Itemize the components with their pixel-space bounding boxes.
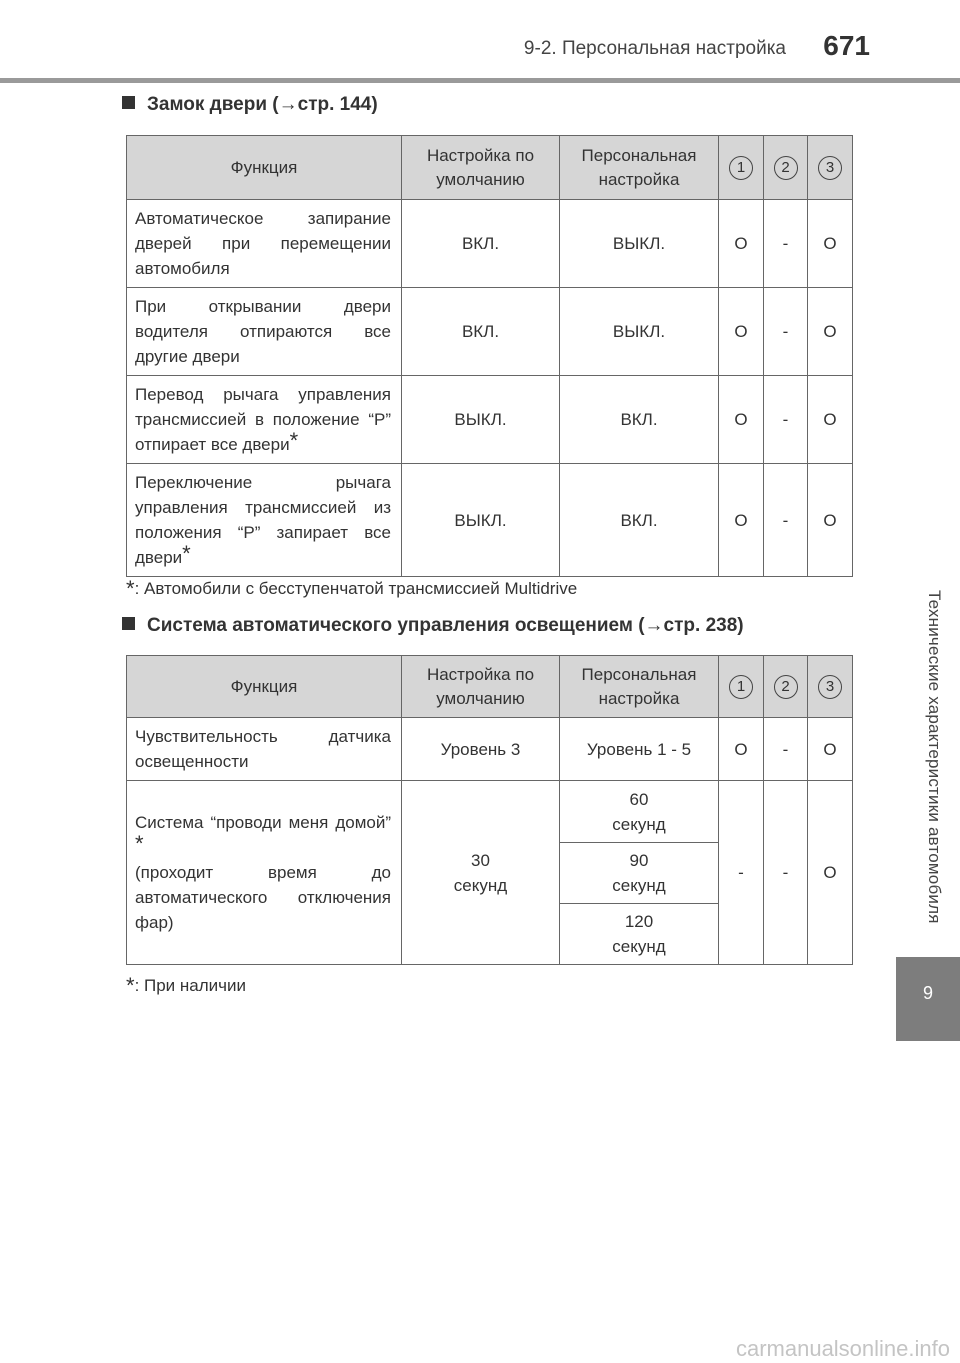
footnote-transmission: *: Автомобили с бесступенчатой трансмиссией Multidrive — [126, 576, 578, 601]
circled-2-icon: 2 — [774, 156, 798, 180]
default-cell: Уровень 3 — [402, 718, 560, 781]
c1-cell: O — [719, 376, 764, 464]
option-cell: 90 секунд — [560, 843, 719, 904]
col-1 — [719, 136, 764, 200]
footnote-marker: * — [135, 831, 144, 856]
arrow-icon: → — [644, 615, 664, 636]
c2-cell: - — [764, 288, 808, 376]
default-cell: ВЫКЛ. — [402, 376, 560, 464]
col-2 — [764, 136, 808, 200]
header-rule — [0, 78, 960, 83]
c3-cell: O — [808, 464, 853, 577]
col-custom: Персональная настройка — [560, 136, 719, 200]
c1-cell: O — [719, 718, 764, 781]
default-cell: ВКЛ. — [402, 200, 560, 288]
circled-1-icon: 1 — [729, 675, 753, 699]
c2-cell: - — [764, 718, 808, 781]
default-cell: 30 секунд — [402, 781, 560, 965]
c2-cell: - — [764, 200, 808, 288]
c2-cell: - — [764, 781, 808, 965]
col-1 — [719, 656, 764, 718]
lighting-table — [126, 655, 853, 965]
footnote-asterisk: * — [126, 973, 135, 998]
function-cell: Система “проводи меня домой” * (проходит время до автоматического отключения фар) — [127, 781, 402, 965]
table-header-row — [127, 136, 853, 200]
custom-cell: Уровень 1 - 5 — [560, 718, 719, 781]
function-cell: Переключение рычага управления трансмиссией из положения “P” запирает все двери* — [127, 464, 402, 577]
circled-1-icon: 1 — [729, 156, 753, 180]
default-cell: ВЫКЛ. — [402, 464, 560, 577]
custom-cell: ВКЛ. — [560, 464, 719, 577]
circled-3-icon: 3 — [818, 675, 842, 699]
c2-cell: - — [764, 464, 808, 577]
table-header-row — [127, 656, 853, 718]
function-cell: Перевод рычага управления трансмиссией в положение “P” отпирает все двери* — [127, 376, 402, 464]
chapter-side-label: Технические характеристики автомобиля — [925, 590, 944, 924]
function-cell: Автоматическое запирание дверей при перемещении автомобиля — [127, 200, 402, 288]
table-row — [127, 718, 853, 781]
c3-cell: O — [808, 718, 853, 781]
c2-cell: - — [764, 376, 808, 464]
custom-cell: ВКЛ. — [560, 376, 719, 464]
col-default: Настройка по умолчанию — [402, 656, 560, 718]
table-row — [127, 376, 853, 464]
table-row — [127, 288, 853, 376]
c1-cell: O — [719, 200, 764, 288]
c1-cell: - — [719, 781, 764, 965]
c3-cell: O — [808, 288, 853, 376]
chapter-number: 9 — [922, 983, 933, 1003]
c3-cell: O — [808, 376, 853, 464]
section-header: 9-2. Персональная настройка — [523, 38, 786, 59]
custom-cell: ВЫКЛ. — [560, 200, 719, 288]
door-lock-table — [126, 135, 853, 577]
footnote-marker: * — [289, 428, 299, 453]
c1-cell: O — [719, 464, 764, 577]
footnote-marker: * — [182, 541, 191, 566]
chapter-tab[interactable] — [896, 957, 960, 1041]
col-2 — [764, 656, 808, 718]
function-cell: Чувствительность датчика освещенности — [127, 718, 402, 781]
option-cell: 60 секунд — [560, 781, 719, 843]
section-title-lighting: Система автоматического управления освещением (→стр. 238) — [122, 615, 744, 637]
table-row — [127, 464, 853, 577]
col-function: Функция — [127, 656, 402, 718]
square-bullet-icon — [122, 96, 135, 109]
circled-3-icon: 3 — [818, 156, 842, 180]
arrow-icon: → — [278, 94, 298, 115]
footnote-if-equipped: *: При наличии — [126, 973, 247, 998]
col-function: Функция — [127, 136, 402, 200]
c1-cell: O — [719, 288, 764, 376]
col-custom: Персональная настройка — [560, 656, 719, 718]
col-3 — [808, 136, 853, 200]
c3-cell: O — [808, 200, 853, 288]
c3-cell: O — [808, 781, 853, 965]
table-row — [127, 200, 853, 288]
footnote-asterisk: * — [126, 576, 135, 601]
section-title-door-lock: Замок двери (→стр. 144) — [122, 94, 378, 116]
col-3 — [808, 656, 853, 718]
circled-2-icon: 2 — [774, 675, 798, 699]
option-cell: 120 секунд — [560, 904, 719, 965]
square-bullet-icon — [122, 617, 135, 630]
function-cell: При открывании двери водителя отпираются все другие двери — [127, 288, 402, 376]
page-number: 671 — [823, 30, 870, 61]
watermark: carmanualsonline.info — [735, 1336, 950, 1361]
table-row — [127, 781, 853, 843]
col-default: Настройка по умолчанию — [402, 136, 560, 200]
custom-cell: ВЫКЛ. — [560, 288, 719, 376]
default-cell: ВКЛ. — [402, 288, 560, 376]
